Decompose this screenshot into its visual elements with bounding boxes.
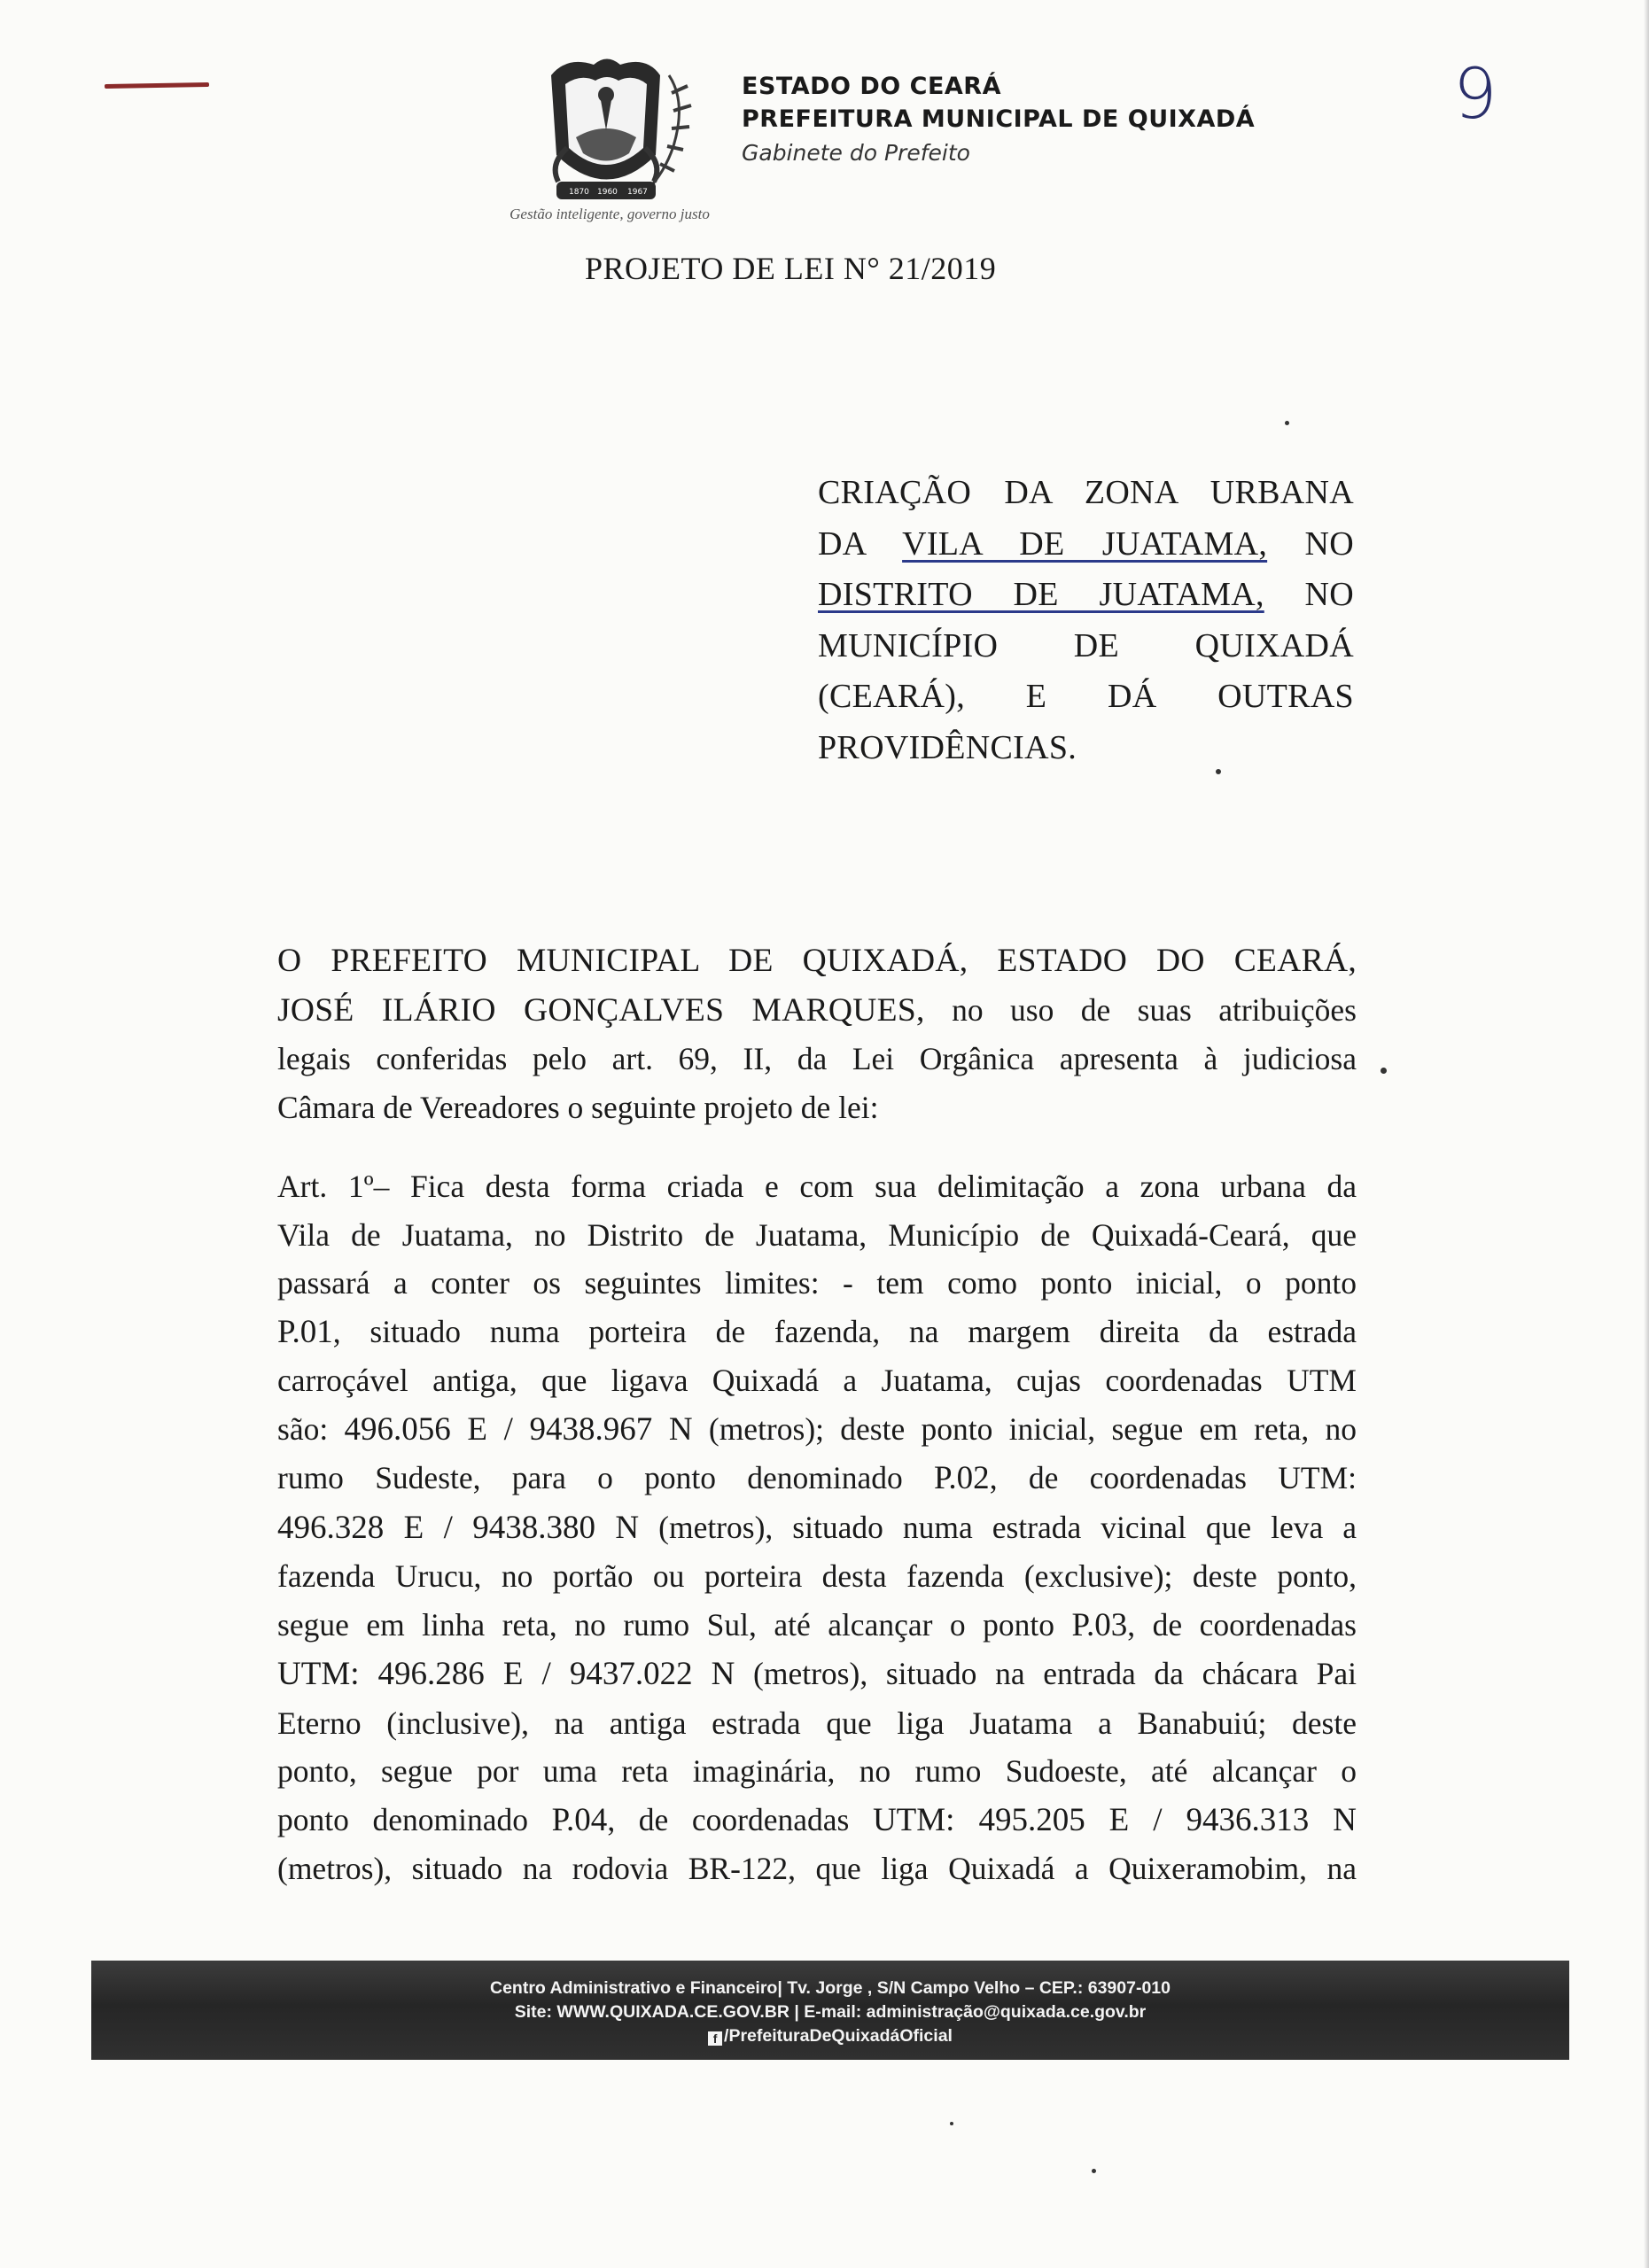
underlined-text: VILA DE JUATAMA, bbox=[902, 524, 1268, 563]
article-line: (metros), situado na rodovia BR-122, que liga Quixadá a Quixeramobim, na bbox=[277, 1851, 1357, 1886]
point-label: P.04 bbox=[551, 1801, 608, 1838]
summary-line bbox=[818, 519, 1354, 571]
handwritten-page-number: 9 bbox=[1453, 55, 1497, 135]
article-text: , situado numa porteira de fazenda, na margem direita da estrada bbox=[332, 1313, 1357, 1349]
article-text: são: bbox=[277, 1410, 345, 1447]
summary-line: MUNICÍPIO DE QUIXADÁ bbox=[818, 626, 1354, 664]
law-summary bbox=[818, 468, 1354, 773]
summary-text: DA bbox=[818, 524, 903, 563]
article-text: (metros), situado na entrada da chácara Pai bbox=[735, 1656, 1357, 1691]
summary-line bbox=[818, 570, 1354, 621]
footer-address: Centro Administrativo e Financeiro| Tv. Jorge , S/N Campo Velho – CEP.: 63907-010 bbox=[490, 1978, 1171, 1998]
article-line bbox=[277, 1503, 1357, 1553]
summary-line: (CEARÁ), E DÁ OUTRAS bbox=[818, 678, 1354, 715]
summary-line: PROVIDÊNCIAS. bbox=[818, 728, 1077, 766]
article-line bbox=[277, 1601, 1357, 1651]
point-label: P.02 bbox=[933, 1460, 990, 1496]
summary-line: CRIAÇÃO DA ZONA URBANA bbox=[818, 474, 1354, 511]
article-text: , de coordenadas UTM: bbox=[989, 1460, 1357, 1495]
coordinates: UTM: 496.286 E / 9437.022 N bbox=[277, 1656, 735, 1692]
preamble-line: legais conferidas pelo art. 69, II, da Lei Orgânica apresenta à judiciosa bbox=[277, 1041, 1357, 1076]
article-text: , de coordenadas bbox=[1127, 1606, 1357, 1643]
article-line bbox=[277, 1650, 1357, 1699]
scan-speck bbox=[1381, 1068, 1387, 1074]
preamble-line bbox=[277, 986, 1357, 1036]
facebook-icon: f bbox=[708, 2031, 722, 2046]
crest-year-3: 1967 bbox=[627, 188, 648, 197]
pen-mark bbox=[105, 82, 209, 89]
article-line: carroçável antiga, que ligava Quixadá a Juatama, cujas coordenadas UTM bbox=[277, 1363, 1357, 1398]
coordinates: UTM: 495.205 E / 9436.313 N bbox=[872, 1801, 1357, 1838]
scan-speck bbox=[1216, 769, 1221, 774]
article-line bbox=[277, 1405, 1357, 1455]
footer-social bbox=[91, 2024, 1569, 2048]
article-text: ponto denominado bbox=[277, 1801, 552, 1837]
city-hall-name: PREFEITURA MUNICIPAL DE QUIXADÁ bbox=[742, 105, 1256, 133]
point-label: P.03 bbox=[1071, 1606, 1128, 1643]
mayor-name: JOSÉ ILÁRIO GONÇALVES MARQUES, bbox=[277, 991, 925, 1029]
crest-motto: Gestão inteligente, governo justo bbox=[509, 206, 710, 222]
article-line: ponto, segue por uma reta imaginária, no rumo Sudoeste, até alcançar o bbox=[277, 1753, 1357, 1789]
state-name: ESTADO DO CEARÁ bbox=[742, 73, 1001, 100]
coordinates: 496.328 E / 9438.380 N bbox=[277, 1509, 640, 1546]
scan-speck bbox=[1285, 421, 1289, 425]
article-text: rumo Sudeste, para o ponto denominado bbox=[277, 1460, 934, 1495]
crest-year-2: 1960 bbox=[597, 188, 618, 197]
article-line: fazenda Urucu, no portão ou porteira desta fazenda (exclusive); deste ponto, bbox=[277, 1558, 1357, 1594]
preamble-text: no uso de suas atribuições bbox=[924, 991, 1357, 1028]
coordinates: 496.056 E / 9438.967 N bbox=[344, 1410, 693, 1448]
preamble-line: O PREFEITO MUNICIPAL DE QUIXADÁ, ESTADO DO CEARÁ, bbox=[277, 943, 1357, 979]
scan-speck bbox=[1092, 2169, 1096, 2173]
summary-text: NO bbox=[1264, 576, 1354, 613]
article-line bbox=[277, 1308, 1357, 1357]
article-line: Art. 1º– Fica desta forma criada e com sua delimitação a zona urbana da bbox=[277, 1169, 1357, 1204]
article-text: (metros), situado numa estrada vicinal que leva a bbox=[639, 1509, 1357, 1545]
office-name: Gabinete do Prefeito bbox=[742, 140, 970, 166]
article-text: , de coordenadas bbox=[607, 1801, 873, 1837]
letterhead bbox=[742, 73, 1255, 166]
preamble bbox=[277, 937, 1357, 1131]
article-line bbox=[277, 1454, 1357, 1503]
article-line: passará a conter os seguintes limites: - tem como ponto inicial, o ponto bbox=[277, 1265, 1357, 1301]
footer-contact: Site: WWW.QUIXADA.CE.GOV.BR | E-mail: administração@quixada.ce.gov.br bbox=[514, 2002, 1147, 2022]
footer-social-handle: /PrefeituraDeQuixadáOficial bbox=[724, 2026, 953, 2046]
crest-year-1: 1870 bbox=[569, 188, 589, 197]
article-text: segue em linha reta, no rumo Sul, até alcançar o ponto bbox=[277, 1606, 1072, 1643]
article-line bbox=[277, 1796, 1357, 1845]
scan-edge bbox=[1644, 0, 1649, 2268]
article-1 bbox=[277, 1162, 1357, 1893]
scan-speck bbox=[950, 2122, 953, 2125]
article-line: Vila de Juatama, no Distrito de Juatama, Município de Quixadá-Ceará, que bbox=[277, 1216, 1357, 1253]
article-text: (metros); deste ponto inicial, segue em reta, no bbox=[692, 1410, 1357, 1447]
underlined-text: DISTRITO DE JUATAMA, bbox=[818, 576, 1264, 613]
coat-of-arms-icon bbox=[496, 49, 713, 217]
footer-band bbox=[91, 1961, 1569, 2060]
law-title: PROJETO DE LEI N° 21/2019 bbox=[585, 251, 997, 286]
preamble-line: Câmara de Vereadores o seguinte projeto de lei: bbox=[277, 1089, 879, 1125]
point-label: P.01 bbox=[277, 1313, 333, 1350]
summary-text: NO bbox=[1267, 524, 1354, 563]
article-line: Eterno (inclusive), na antiga estrada que liga Juatama a Banabuiú; deste bbox=[277, 1705, 1357, 1741]
